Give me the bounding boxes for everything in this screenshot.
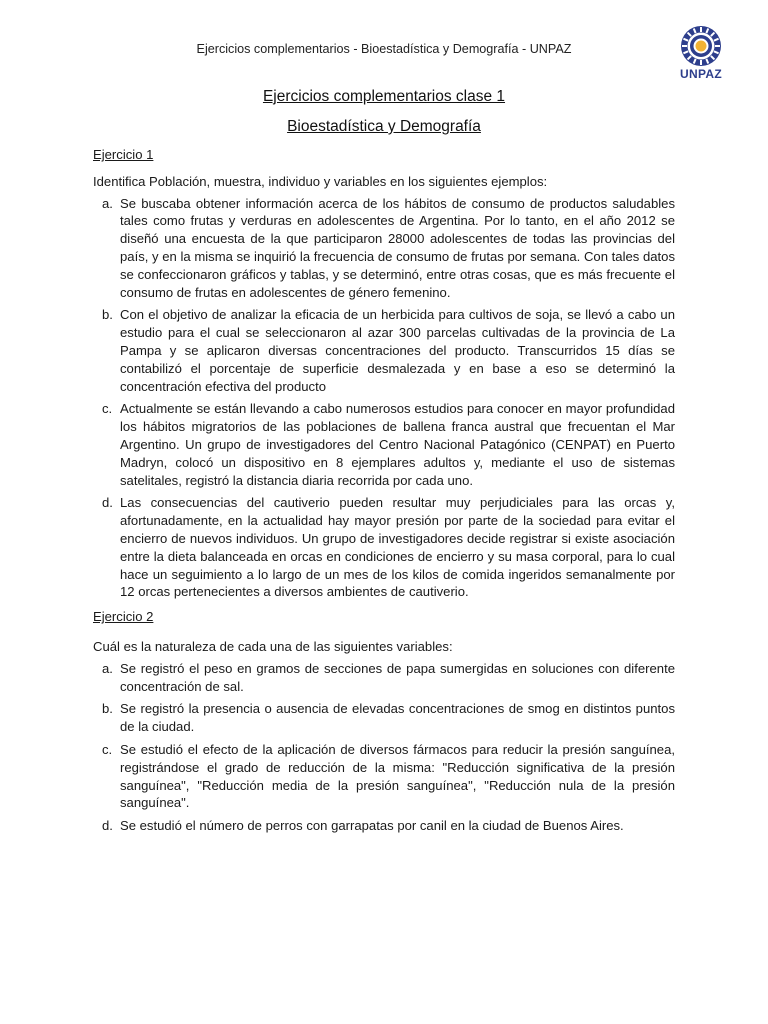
list-marker: b. [102,307,113,323]
list-marker: a. [102,660,113,676]
list-item-text: Las consecuencias del cautiverio pueden resultar muy perjudiciales para las orcas y, afortunadamente, en la actualidad hay mayor presión por parte de la sociedad para evitar el encierro de nuevos individuos. Un grupo de investigadores decide registrar si existe asociación entre la dieta balanceada en orcas en condiciones de encierro y su masa corporal, para lo cual hace un seguimiento a lo largo de un mes de los kilos de comida ingeridos semanalmente por 12 orcas pertenecientes a diversos ambientes de cautiverio. [120,495,675,600]
list-marker: c. [102,741,113,757]
list-marker: a. [102,195,113,211]
exercise-2-intro: Cuál es la naturaleza de cada una de las siguientes variables: [93,638,453,654]
exercise-1-intro: Identifica Población, muestra, individuo y variables en los siguientes ejemplos: [93,173,548,189]
list-item [93,306,675,395]
list-item [93,400,675,489]
list-item [93,700,675,736]
list-item-text: Se estudió el número de perros con garrapatas por canil en la ciudad de Buenos Aires. [120,818,624,834]
exercise-1-list [93,195,675,602]
list-item [93,195,675,302]
document-body [93,146,675,840]
list-marker: c. [102,401,113,417]
document-title: Ejercicios complementarios clase 1 [262,88,506,105]
list-marker: d. [102,818,113,834]
list-item-text: Se registró la presencia o ausencia de elevadas concentraciones de smog en distintos puntos de la ciudad. [120,701,675,735]
exercise-1-heading: Ejercicio 1 [93,147,154,162]
list-item-text: Actualmente se están llevando a cabo numerosos estudios para conocer en mayor profundidad los hábitos migratorios de las poblaciones de ballena franca austral que frecuentan el Mar Argentino. Un grupo de investigadores del Centro Nacional Patagónico (CENPAT) en Puerto Madryn, colocó un dispositivo en 8 ejemplares adultos y, mediante el uso de sistemas satelitales, registró la distancia diaria recorrida por cada uno. [120,401,675,488]
exercise-2-list [93,660,675,835]
list-item-text: Con el objetivo de analizar la eficacia de un herbicida para cultivos de soja, se llevó a cabo un estudio para el cual se seleccionaron al azar 300 parcelas cultivadas de la provincia de La Pampa y se aplicaron diversas concentraciones del producto. Transcurridos 15 días se contabilizó el porcentaje de superficie desmalezada y en base a eso se determinó la concentración efectiva del producto [120,307,675,394]
list-item [93,817,675,835]
list-item-text: Se estudió el efecto de la aplicación de diversos fármacos para reducir la presión sanguínea, registrándose el grado de reducción de la misma: "Reducción significativa de la presión sanguínea", "Reducción media de la presión sanguínea", "Reducción nula de la presión sanguínea". [120,741,675,811]
list-marker: d. [102,495,113,511]
list-item [93,741,675,812]
list-item [93,494,675,601]
list-marker: b. [102,701,113,717]
logo-wordmark: UNPAZ [680,67,722,81]
list-item-text: Se buscaba obtener información acerca de los hábitos de consumo de productos saludables tales como frutas y verduras en adolescentes de Argentina. Por lo tanto, en el año 2012 se diseñó una encuesta de la que participaron 28000 adolescentes de todas las provincias del país, y en la misma se inquirió la frecuencia de consumo de frutas por semana. Con tales datos se confeccionaron gráficos y tablas, y se determinó, entre otras cosas, que es más frecuente el consumo de frutas en adolescentes de género femenino. [120,195,675,300]
exercise-2-heading: Ejercicio 2 [93,609,154,625]
list-item-text: Se registró el peso en gramos de secciones de papa sumergidas en soluciones con diferente concentración de sal. [120,660,675,694]
page-header: Ejercicios complementarios - Bioestadística y Demografía - UNPAZ [196,42,572,56]
document-subject: Bioestadística y Demografía [287,118,481,135]
list-item [93,660,675,696]
